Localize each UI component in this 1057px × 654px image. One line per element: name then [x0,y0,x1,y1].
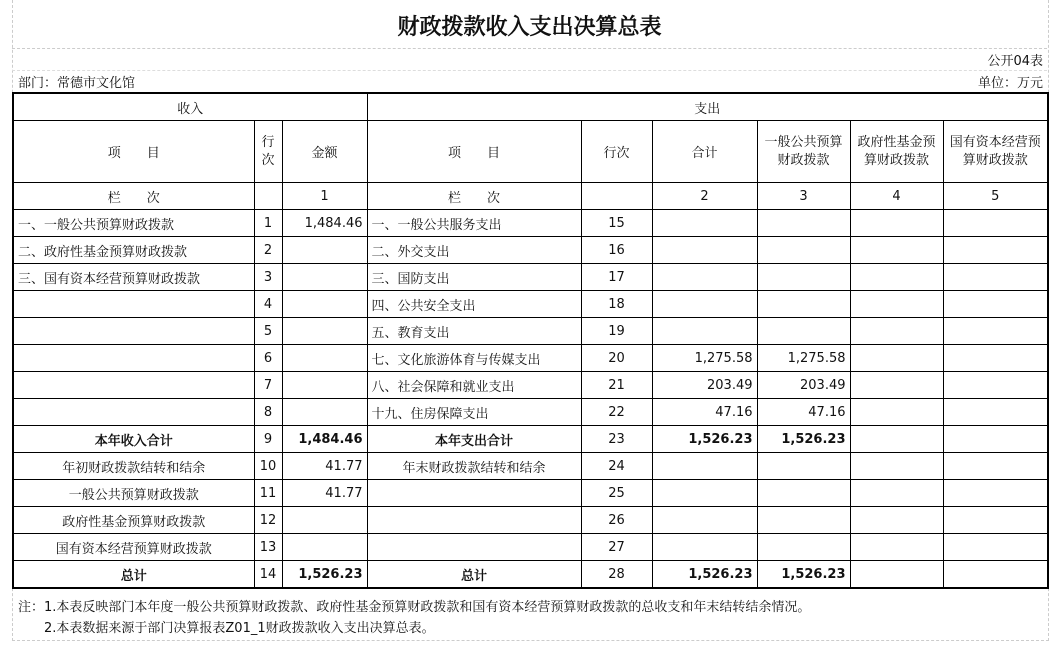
row-no-header: 行次 [581,121,652,183]
table-row [13,372,1048,399]
item-header: 项 目 [13,121,254,183]
general-cell [757,291,850,318]
in-no-cell: 3 [254,264,282,291]
total-cell: 47.16 [652,399,757,426]
ex-item-cell: 五、教育支出 [367,318,581,345]
col-no: 2 [652,183,757,210]
unit: 单位：万元 [977,76,1043,91]
page-title: 财政拨款收入支出决算总表 [12,8,1047,49]
table-row [13,507,1048,534]
general-cell: 1,275.58 [757,345,850,372]
total-cell [652,291,757,318]
ex-item-cell: 四、公共安全支出 [367,291,581,318]
total-cell [652,264,757,291]
in-no-cell: 2 [254,237,282,264]
table-row [13,345,1048,372]
empty-cell [850,561,943,589]
in-no-cell: 1 [254,210,282,237]
empty-cell [850,345,943,372]
empty-cell [943,399,1048,426]
in-item-cell: 政府性基金预算财政拨款 [13,507,254,534]
empty-cell [850,264,943,291]
in-amt-cell: 41.77 [282,480,367,507]
table-row [13,264,1048,291]
empty-cell [943,426,1048,453]
ex-no-cell: 26 [581,507,652,534]
income-header: 收入 [13,93,367,121]
empty-cell [943,453,1048,480]
in-item-cell: 一般公共预算财政拨款 [13,480,254,507]
empty-cell [943,480,1048,507]
in-no-cell: 6 [254,345,282,372]
in-item-cell: 一、一般公共预算财政拨款 [13,210,254,237]
ex-item-cell: 八、社会保障和就业支出 [367,372,581,399]
row-no-header: 行次 [254,121,282,183]
empty-cell [943,534,1048,561]
ex-no-cell: 19 [581,318,652,345]
in-amt-cell: 1,526.23 [282,561,367,589]
ex-item-cell [367,534,581,561]
total-cell [652,534,757,561]
general-header: 一般公共预算财政拨款 [757,121,850,183]
total-cell [652,480,757,507]
amount-header: 金额 [282,121,367,183]
empty-cell [943,561,1048,589]
total-cell: 1,526.23 [652,426,757,453]
general-cell [757,210,850,237]
ex-item-cell: 三、国防支出 [367,264,581,291]
ex-no-cell: 22 [581,399,652,426]
general-cell: 47.16 [757,399,850,426]
ex-item-cell: 二、外交支出 [367,237,581,264]
table-row [13,561,1048,589]
in-no-cell: 10 [254,453,282,480]
empty-cell [943,291,1048,318]
col-label: 栏 次 [13,183,254,210]
table-row [13,426,1048,453]
ex-item-cell [367,480,581,507]
in-no-cell: 7 [254,372,282,399]
general-cell: 203.49 [757,372,850,399]
in-amt-cell [282,237,367,264]
ex-item-cell: 年末财政拨款结转和结余 [367,453,581,480]
in-amt-cell [282,399,367,426]
empty-cell [850,453,943,480]
table-row [13,480,1048,507]
total-cell [652,453,757,480]
general-cell [757,507,850,534]
general-cell [757,264,850,291]
ex-no-cell: 24 [581,453,652,480]
col-no: 3 [757,183,850,210]
in-amt-cell [282,507,367,534]
in-amt-cell [282,264,367,291]
ex-no-cell: 17 [581,264,652,291]
in-item-cell [13,399,254,426]
general-cell: 1,526.23 [757,426,850,453]
empty-cell [850,426,943,453]
col-label: 栏 次 [367,183,581,210]
in-no-cell: 5 [254,318,282,345]
in-no-cell: 14 [254,561,282,589]
col-no: 4 [850,183,943,210]
ex-item-cell: 本年支出合计 [367,426,581,453]
ex-item-cell: 十九、住房保障支出 [367,399,581,426]
department: 部门：常德市文化馆 [18,76,136,91]
in-amt-cell [282,291,367,318]
in-item-cell [13,372,254,399]
table-row [13,534,1048,561]
general-cell [757,453,850,480]
total-cell: 203.49 [652,372,757,399]
expense-header: 支出 [367,93,1048,121]
in-item-cell [13,318,254,345]
in-amt-cell [282,318,367,345]
in-amt-cell [282,372,367,399]
empty-cell [850,291,943,318]
empty-cell [943,237,1048,264]
ex-item-cell [367,507,581,534]
ex-no-cell: 15 [581,210,652,237]
item-header: 项 目 [367,121,581,183]
total-header: 合计 [652,121,757,183]
note-1: 注：1.本表反映部门本年度一般公共预算财政拨款、政府性基金预算财政拨款和国有资本经营预算财政拨款的总收支和年末结转结余情况。 [18,600,811,615]
ex-no-cell: 18 [581,291,652,318]
general-cell: 1,526.23 [757,561,850,589]
in-item-cell: 年初财政拨款结转和结余 [13,453,254,480]
budget-table [12,92,1049,589]
in-item-cell: 国有资本经营预算财政拨款 [13,534,254,561]
in-no-cell: 11 [254,480,282,507]
ex-no-cell: 28 [581,561,652,589]
in-no-cell: 8 [254,399,282,426]
in-item-cell: 本年收入合计 [13,426,254,453]
empty-cell [943,345,1048,372]
general-cell [757,534,850,561]
empty-cell [850,372,943,399]
in-item-cell [13,291,254,318]
fund-header: 政府性基金预算财政拨款 [850,121,943,183]
table-row [13,291,1048,318]
general-cell [757,237,850,264]
in-amt-cell: 1,484.46 [282,210,367,237]
in-amt-cell [282,345,367,372]
total-cell [652,237,757,264]
in-amt-cell: 41.77 [282,453,367,480]
col-no: 5 [943,183,1048,210]
total-cell [652,318,757,345]
form-code: 公开04表 [987,54,1043,69]
empty-cell [850,399,943,426]
total-cell: 1,275.58 [652,345,757,372]
ex-no-cell: 16 [581,237,652,264]
ex-item-cell: 一、一般公共服务支出 [367,210,581,237]
ex-no-cell: 21 [581,372,652,399]
empty-cell [943,372,1048,399]
in-no-cell: 12 [254,507,282,534]
empty-cell [943,507,1048,534]
ex-item-cell: 总计 [367,561,581,589]
ex-item-cell: 七、文化旅游体育与传媒支出 [367,345,581,372]
in-no-cell: 13 [254,534,282,561]
table-row [13,318,1048,345]
ex-no-cell: 25 [581,480,652,507]
notes [18,597,810,639]
ex-no-cell: 20 [581,345,652,372]
table-row [13,210,1048,237]
empty-cell [850,507,943,534]
in-no-cell: 4 [254,291,282,318]
col-no: 1 [282,183,367,210]
in-item-cell: 二、政府性基金预算财政拨款 [13,237,254,264]
general-cell [757,480,850,507]
ex-no-cell: 27 [581,534,652,561]
empty-cell [943,210,1048,237]
empty-cell [850,237,943,264]
in-amt-cell [282,534,367,561]
empty-cell [850,480,943,507]
ex-no-cell: 23 [581,426,652,453]
general-cell [757,318,850,345]
in-amt-cell: 1,484.46 [282,426,367,453]
in-item-cell [13,345,254,372]
in-no-cell: 9 [254,426,282,453]
in-item-cell: 三、国有资本经营预算财政拨款 [13,264,254,291]
state-header: 国有资本经营预算财政拨款 [943,121,1048,183]
empty-cell [850,210,943,237]
table-row [13,399,1048,426]
empty-cell [850,534,943,561]
empty-cell [943,318,1048,345]
note-2: 2.本表数据来源于部门决算报表Z01_1财政拨款收入支出决算总表。 [18,621,435,636]
total-cell [652,210,757,237]
grid-row [12,48,1047,71]
empty-cell [850,318,943,345]
table-row [13,237,1048,264]
empty-cell [943,264,1048,291]
in-item-cell: 总计 [13,561,254,589]
total-cell [652,507,757,534]
table-row [13,453,1048,480]
total-cell: 1,526.23 [652,561,757,589]
